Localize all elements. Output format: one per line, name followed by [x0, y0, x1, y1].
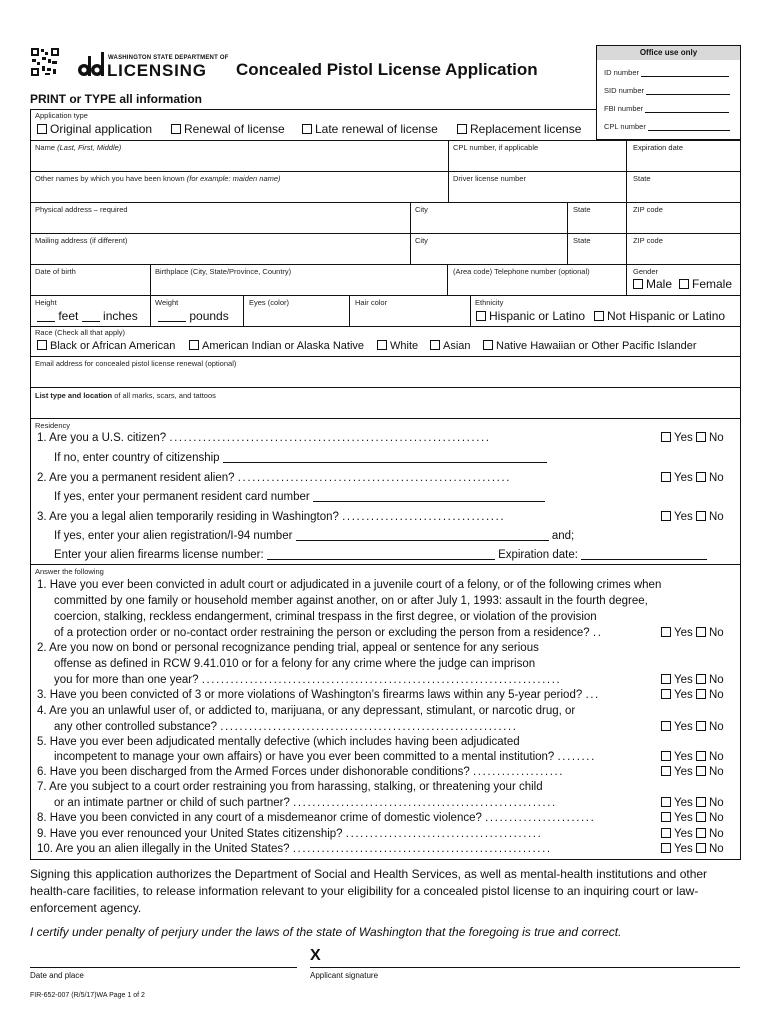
race-white-label: White [390, 340, 419, 352]
height-field[interactable] [37, 309, 138, 323]
answer-q10-text: 10. Are you an alien illegally in the United States? [37, 843, 290, 855]
app-type-renewal-label: Renewal of license [184, 122, 285, 136]
dob-label: Date of birth [35, 267, 76, 276]
race-pacific-islander[interactable] [483, 340, 697, 352]
inches-label: inches [103, 309, 138, 323]
yes-label: Yes [674, 797, 693, 809]
answer-q7-line1: 7. Are you subject to a court order restraining you from harassing, stalking, or threatening your child [37, 781, 543, 793]
checkbox-icon[interactable] [696, 721, 706, 731]
qr-code-icon [30, 47, 60, 77]
form-title: Concealed Pistol License Application [236, 60, 538, 79]
yes-label: Yes [674, 674, 693, 686]
checkbox-icon[interactable] [696, 511, 706, 521]
dot-leader: .................................. [342, 511, 506, 523]
checkbox-icon[interactable] [302, 124, 312, 134]
answer-q10 [37, 843, 552, 855]
row-divider [30, 418, 741, 419]
answer-q8-text: 8. Have you been convicted in any court of a misdemeanor crime of domestic violence? [37, 812, 482, 824]
checkbox-icon[interactable] [633, 279, 643, 289]
answer-q9-text: 9. Have you ever renounced your United States citizenship? [37, 828, 343, 840]
race-american-indian[interactable] [189, 340, 364, 352]
app-type-late-renewal[interactable] [302, 122, 438, 136]
ethnicity-label: Ethnicity [475, 298, 504, 307]
other-names-label [35, 174, 281, 183]
email-label: Email address for concealed pistol license renewal (optional) [35, 359, 237, 368]
checkbox-icon[interactable] [661, 812, 671, 822]
name-hint: (Last, First, Middle) [57, 143, 122, 152]
cpl-number-label: CPL number, if applicable [453, 143, 539, 152]
checkbox-icon[interactable] [661, 432, 671, 442]
app-type-divider [596, 109, 597, 140]
dot-leader: ....................................................... [293, 797, 557, 809]
col-divider [470, 295, 471, 326]
gender-female-label: Female [692, 277, 733, 291]
residency-q3-and: and; [551, 530, 575, 542]
form-id: FIR-652-007 (R/5/17)WA Page 1 of 2 [30, 992, 145, 999]
residency-q1-yesno [661, 432, 724, 444]
checkbox-icon[interactable] [696, 689, 706, 699]
office-sid-line [646, 94, 730, 95]
office-id-label: ID number [604, 68, 640, 77]
checkbox-icon[interactable] [661, 751, 671, 761]
signature-x: X [310, 947, 321, 964]
app-type-replacement-label: Replacement license [470, 122, 582, 136]
app-type-late-renewal-label: Late renewal of license [315, 122, 438, 136]
app-type-original[interactable] [37, 122, 152, 136]
checkbox-icon[interactable] [661, 674, 671, 684]
office-cpl-number [604, 122, 736, 131]
mailing-state-label: State [573, 236, 591, 245]
residency-q3-sub-text: If yes, enter your alien registration/I-94 number [54, 530, 293, 542]
no-label: No [708, 843, 724, 855]
no-label: No [708, 797, 724, 809]
yes-label: Yes [674, 627, 693, 639]
app-type-label: Application type [35, 111, 88, 120]
residency-q3-exp: Expiration date: [498, 549, 578, 561]
dol-logo-icon [77, 52, 105, 78]
other-names-hint: (for example: maiden name) [186, 174, 281, 183]
answer-q8 [37, 812, 595, 824]
app-type-original-label: Original application [50, 122, 153, 136]
office-sid-label: SID number [604, 86, 645, 95]
mailing-zip-label: ZIP code [633, 236, 663, 245]
applicant-signature-line[interactable] [310, 967, 740, 968]
no-label: No [708, 766, 724, 778]
residency-q3 [37, 511, 505, 523]
checkbox-icon[interactable] [696, 766, 706, 776]
office-cpl-label: CPL number [604, 122, 646, 131]
physical-zip-label: ZIP code [633, 205, 663, 214]
residency-q3-sub2-text: Enter your alien firearms license number: [54, 549, 264, 561]
checkbox-icon[interactable] [696, 472, 706, 482]
weight-field[interactable] [158, 309, 229, 323]
answer-q1-line3: coercion, stalking, reckless endangerment, criminal trespass in the first degree, or violation of the provision [54, 611, 597, 623]
no-label: No [708, 751, 724, 763]
form-top-border [30, 109, 597, 110]
no-label: No [708, 674, 724, 686]
checkbox-icon[interactable] [377, 340, 387, 350]
office-id-number [604, 68, 736, 77]
gender-label: Gender [633, 267, 659, 276]
name-label [35, 143, 121, 152]
checkbox-icon[interactable] [696, 627, 706, 637]
checkbox-icon[interactable] [696, 812, 706, 822]
i94-input[interactable] [296, 540, 549, 541]
checkbox-icon[interactable] [696, 843, 706, 853]
no-label: No [708, 828, 724, 840]
app-type-replacement[interactable] [457, 122, 581, 136]
mailing-city-label: City [415, 236, 428, 245]
other-names-label-text: Other names by which you have been known [35, 174, 185, 183]
race-pacific-islander-label: Native Hawaiian or Other Pacific Islander [496, 340, 697, 352]
office-fbi-label: FBI number [604, 104, 644, 113]
residency-q3-yesno [661, 511, 724, 523]
marks-label [35, 391, 216, 400]
office-fbi-line [645, 112, 729, 113]
dot-leader: ................... [473, 766, 565, 778]
app-type-renewal[interactable] [171, 122, 285, 136]
no-label: No [708, 432, 724, 444]
dot-leader: ................................................................... [169, 432, 491, 444]
yes-label: Yes [674, 812, 693, 824]
mailing-city-field[interactable] [411, 234, 567, 264]
yes-label: Yes [674, 432, 693, 444]
checkbox-icon[interactable] [696, 797, 706, 807]
name-label-text: Name [35, 143, 56, 152]
race-american-indian-label: American Indian or Alaska Native [202, 340, 365, 352]
date-place-label: Date and place [30, 971, 84, 980]
yes-label: Yes [674, 843, 693, 855]
answer-q1-line4-text: of a protection order or no-contact order restraining the person or excluding the person from a residence? [54, 627, 590, 639]
physical-address-label: Physical address – required [35, 205, 128, 214]
checkbox-icon[interactable] [661, 797, 671, 807]
print-instruction: PRINT or TYPE all information [30, 92, 203, 106]
answer-q5-line2-text: incompetent to manage your own affairs) or have you ever been committed to a mental institution? [54, 751, 555, 763]
residency-q2-yesno [661, 472, 724, 484]
ethnicity-not-hispanic-label: Not Hispanic or Latino [607, 309, 726, 323]
ethnicity-hispanic-label: Hispanic or Latino [489, 309, 586, 323]
eyes-label: Eyes (color) [249, 298, 290, 307]
yes-label: Yes [674, 511, 693, 523]
residency-q2-sub [54, 491, 545, 503]
answer-q4-yesno [661, 721, 724, 733]
agency-name: LICENSING [107, 61, 207, 80]
office-sid-number [604, 86, 736, 95]
no-label: No [708, 689, 724, 701]
checkbox-icon[interactable] [457, 124, 467, 134]
checkbox-icon[interactable] [661, 828, 671, 838]
answer-q1-line1: 1. Have you ever been convicted in adult court or adjudicated in a juvenile court of a felony, or of the following crimes when [37, 579, 662, 591]
answer-q4-line2 [54, 721, 518, 733]
dl-state-label: State [633, 174, 651, 183]
dot-leader: .............................................................. [220, 721, 518, 733]
residency-q2-sub-text: If yes, enter your permanent resident card number [54, 491, 310, 503]
checkbox-icon[interactable] [661, 721, 671, 731]
answer-q4-line2-text: any other controlled substance? [54, 721, 218, 733]
residency-q1-text: 1. Are you a U.S. citizen? [37, 432, 167, 444]
no-label: No [708, 511, 724, 523]
answer-q1-line2: committed by one family or household member against another, on or after July 1, 1993: assault in the fourth degree, [54, 595, 648, 607]
race-asian-label: Asian [443, 340, 471, 352]
checkbox-icon[interactable] [661, 689, 671, 699]
checkbox-icon[interactable] [483, 340, 493, 350]
race-asian[interactable] [430, 340, 471, 352]
yes-label: Yes [674, 828, 693, 840]
checkbox-icon[interactable] [661, 511, 671, 521]
row-divider [30, 326, 741, 327]
no-label: No [708, 472, 724, 484]
residency-q3-text: 3. Are you a legal alien temporarily residing in Washington? [37, 511, 339, 523]
checkbox-icon[interactable] [661, 472, 671, 482]
dot-leader: .. [592, 627, 603, 639]
office-cpl-line [648, 130, 730, 131]
certify-statement: I certify under penalty of perjury under the laws of the state of Washington that the foregoing is true and correct. [30, 925, 622, 939]
residency-label: Residency [35, 421, 71, 430]
gender-male-label: Male [646, 277, 673, 291]
answer-q3 [37, 689, 600, 701]
physical-city-label: City [415, 205, 428, 214]
inches-line[interactable] [82, 321, 100, 322]
expiration-label: Expiration date [633, 143, 684, 152]
marks-label-rest: of all marks, scars, and tattoos [114, 391, 216, 400]
height-label: Height [35, 298, 57, 307]
answer-q2-line3-text: you for more than one year? [54, 674, 199, 686]
answer-q3-yesno [661, 689, 724, 701]
resident-card-input[interactable] [313, 501, 545, 502]
yes-label: Yes [674, 766, 693, 778]
gender-male[interactable] [633, 277, 672, 291]
checkbox-icon[interactable] [696, 432, 706, 442]
answer-q2-yesno [661, 674, 724, 686]
answer-q5-line1: 5. Have you ever been adjudicated mentally defective (which includes having been adjudicated [37, 736, 520, 748]
checkbox-icon[interactable] [696, 674, 706, 684]
driver-license-label: Driver license number [453, 174, 526, 183]
answer-q7-line2 [54, 797, 557, 809]
checkbox-icon[interactable] [696, 751, 706, 761]
no-label: No [708, 627, 724, 639]
mailing-address-label: Mailing address (if different) [35, 236, 128, 245]
yes-label: Yes [674, 721, 693, 733]
pounds-label: pounds [189, 309, 229, 323]
checkbox-icon[interactable] [696, 828, 706, 838]
phone-label: (Area code) Telephone number (optional) [453, 267, 590, 276]
answer-q5-yesno [661, 751, 724, 763]
checkbox-icon[interactable] [171, 124, 181, 134]
checkbox-icon[interactable] [594, 311, 604, 321]
feet-label: feet [58, 309, 79, 323]
answer-q6 [37, 766, 564, 778]
residency-q1-sub [54, 452, 547, 464]
dot-leader: ....................... [485, 812, 596, 824]
race-label: Race (Check all that apply) [35, 328, 126, 337]
marks-label-bold: List type and location [35, 391, 113, 400]
yes-label: Yes [674, 689, 693, 701]
checkbox-icon[interactable] [37, 124, 47, 134]
yes-label: Yes [674, 751, 693, 763]
checkbox-icon[interactable] [661, 843, 671, 853]
answer-q2-line3 [54, 674, 561, 686]
dot-leader: ...................................................... [292, 843, 552, 855]
pounds-line[interactable] [158, 321, 186, 322]
checkbox-icon[interactable] [189, 340, 199, 350]
no-label: No [708, 721, 724, 733]
answer-q1-yesno [661, 627, 724, 639]
feet-line[interactable] [37, 321, 55, 322]
answer-q5-line2 [54, 751, 596, 763]
dot-leader: ... [585, 689, 600, 701]
answer-q7-line2-text: or an intimate partner or child of such partner? [54, 797, 290, 809]
residency-q1-sub-text: If no, enter country of citizenship [54, 452, 220, 464]
checkbox-icon[interactable] [679, 279, 689, 289]
answer-q6-yesno [661, 766, 724, 778]
race-black[interactable] [37, 340, 175, 352]
ethnicity-hispanic[interactable] [476, 309, 585, 323]
office-id-line [641, 76, 729, 77]
answer-q4-line1: 4. Are you an unlawful user of, or addicted to, marijuana, or any depressant, stimulant, or narcotic drug, or [37, 705, 576, 717]
expiration-input[interactable] [581, 559, 707, 560]
race-black-label: Black or African American [50, 340, 176, 352]
answer-q3-text: 3. Have you been convicted of 3 or more violations of Washington’s firearms laws within any 5-year period? [37, 689, 583, 701]
dot-leader: ........ [557, 751, 596, 763]
signing-authorization-text: Signing this application authorizes the Department of Social and Health Services, as well as mental-health institutions and other health-care facilities, to release information relevant to your eligibility for a concealed pistol license to an inquiring court or law-enforcement agency. [30, 867, 708, 915]
checkbox-icon[interactable] [430, 340, 440, 350]
answer-q2-line1: 2. Are you now on bond or personal recognizance pending trial, appeal or sentence for any serious [37, 642, 539, 654]
race-white[interactable] [377, 340, 418, 352]
checkbox-icon[interactable] [661, 627, 671, 637]
checkbox-icon[interactable] [476, 311, 486, 321]
answer-q7-yesno [661, 797, 724, 809]
answer-q9 [37, 828, 542, 840]
yes-label: Yes [674, 472, 693, 484]
residency-q2 [37, 472, 511, 484]
answer-q2-line2: offense as defined in RCW 9.41.010 or for a felony for any crime where the judge can imprison [54, 658, 536, 670]
hair-label: Hair color [355, 298, 388, 307]
physical-city-field[interactable] [411, 203, 567, 233]
residency-q3-sub [54, 530, 574, 542]
checkbox-icon[interactable] [661, 766, 671, 776]
applicant-signature-label: Applicant signature [310, 971, 379, 980]
agency-small-name: WASHINGTON STATE DEPARTMENT OF [108, 55, 229, 61]
gender-female[interactable] [679, 277, 732, 291]
weight-label: Weight [155, 298, 179, 307]
date-place-line[interactable] [30, 967, 297, 968]
answer-q10-yesno [661, 843, 724, 855]
country-input[interactable] [223, 462, 547, 463]
physical-state-label: State [573, 205, 591, 214]
answer-label: Answer the following [35, 567, 104, 576]
residency-q2-text: 2. Are you a permanent resident alien? [37, 472, 235, 484]
answer-q9-yesno [661, 828, 724, 840]
firearms-license-input[interactable] [267, 559, 495, 560]
form-right-border [740, 140, 741, 564]
dot-leader: ......................................................... [237, 472, 512, 484]
office-use-title-text: Office use only [639, 48, 698, 57]
no-label: No [708, 812, 724, 824]
birthplace-label: Birthplace (City, State/Province, Country) [155, 267, 292, 276]
answer-q6-text: 6. Have you been discharged from the Armed Forces under dishonorable conditions? [37, 766, 470, 778]
answer-q1-line4 [54, 627, 603, 639]
dot-leader: ......................................... [345, 828, 543, 840]
residency-q3-sub2 [54, 549, 707, 561]
answer-q8-yesno [661, 812, 724, 824]
office-fbi-number [604, 104, 736, 113]
checkbox-icon[interactable] [37, 340, 47, 350]
residency-q1 [37, 432, 491, 444]
ethnicity-not-hispanic[interactable] [594, 309, 725, 323]
dot-leader: ........................................................................... [201, 674, 562, 686]
